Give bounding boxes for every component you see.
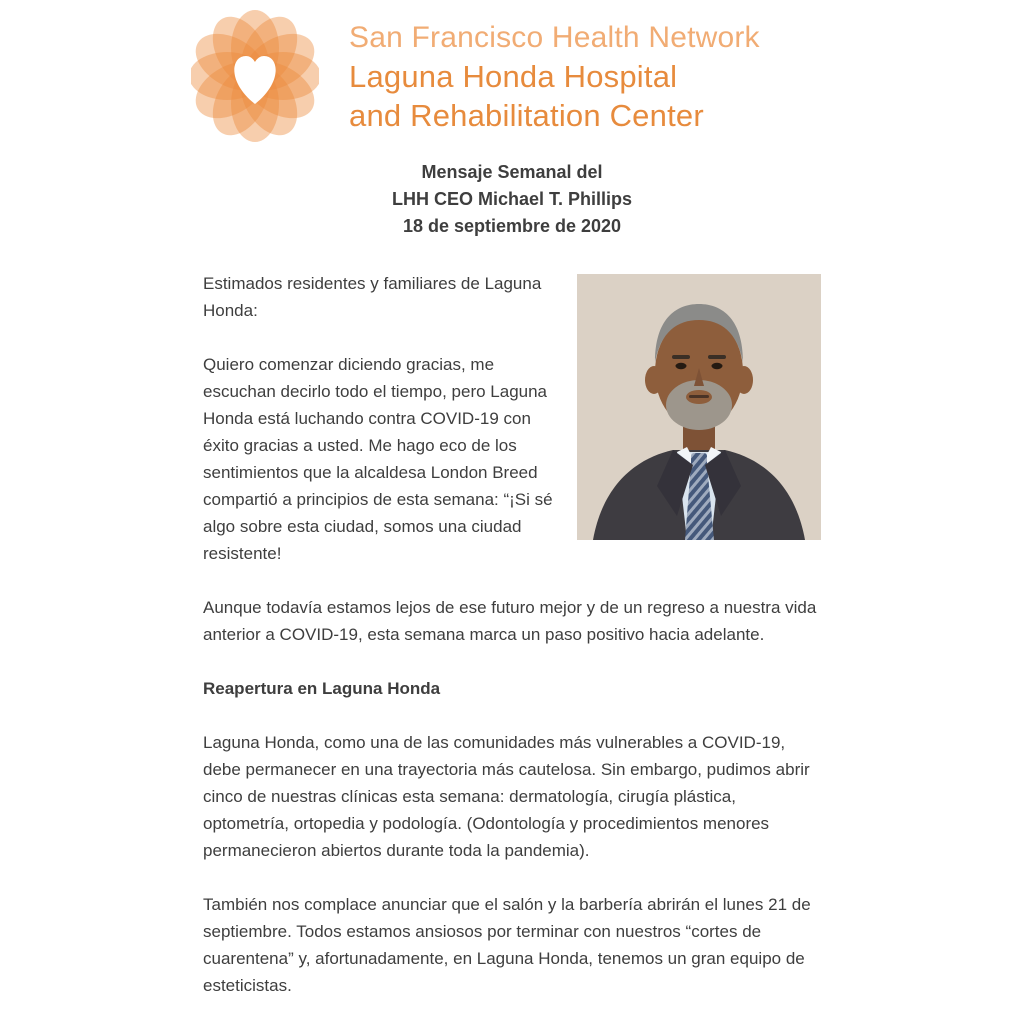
hospital-name-line2: and Rehabilitation Center xyxy=(349,97,704,133)
sfhn-flower-heart-logo-icon xyxy=(191,10,319,142)
title-line-3: 18 de septiembre de 2020 xyxy=(402,216,622,236)
hospital-name-line1: Laguna Honda Hospital xyxy=(349,58,678,94)
paragraph-greeting: Estimados residentes y familiares de Laguna Honda: xyxy=(203,274,542,320)
masthead-text xyxy=(349,18,760,135)
section-heading-reapertura: Reapertura en Laguna Honda xyxy=(203,679,441,698)
message-title-block xyxy=(203,159,821,240)
network-name: San Francisco Health Network xyxy=(349,20,760,54)
title-line-2: LHH CEO Michael T. Phillips xyxy=(391,189,633,209)
paragraph-salon: También nos complace anunciar que el salón y la barbería abrirán el lunes 21 de septiembre. Todos estamos ansiosos por terminar con nuestros “cortes de cuarentena” y, afortunadamente, en Laguna Honda, tenemos un gran equipo de esteticistas. xyxy=(203,895,811,995)
paragraph-future: Aunque todavía estamos lejos de ese futuro mejor y de un regreso a nuestra vida anterior a COVID-19, esta semana marca un paso positivo hacia adelante. xyxy=(203,598,817,644)
masthead xyxy=(191,0,821,142)
title-line-1: Mensaje Semanal del xyxy=(421,162,603,182)
message-body xyxy=(203,270,821,999)
ceo-portrait-photo xyxy=(577,274,821,540)
paragraph-clinics: Laguna Honda, como una de las comunidades más vulnerables a COVID-19, debe permanecer en una trayectoria más cautelosa. Sin embargo, pudimos abrir cinco de nuestras clínicas esta semana: dermatología, cirugía plástica, optometría, ortopedia y podología. (Odontología y procedimientos menores permanecieron abiertos durante toda la pandemia). xyxy=(203,733,810,860)
paragraph-thanks: Quiero comenzar diciendo gracias, me escuchan decirlo todo el tiempo, pero Laguna Honda está luchando contra COVID-19 con éxito gracias a usted. Me hago eco de los sentimientos que la alcaldesa London Breed compartió a principios de esta semana: “¡Si sé algo sobre esta ciudad, somos una ciudad resistente! xyxy=(203,355,553,563)
